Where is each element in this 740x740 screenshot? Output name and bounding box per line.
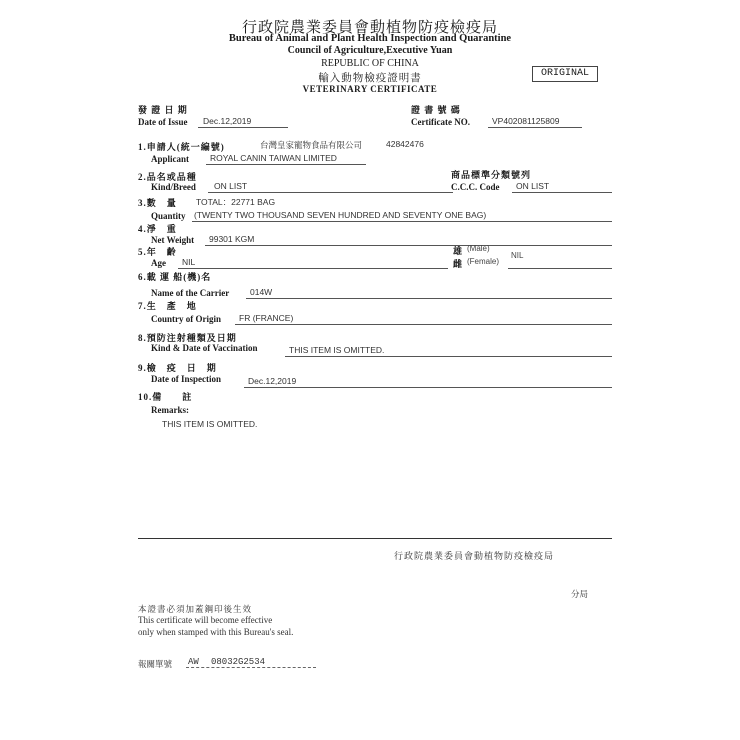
age-value: NIL bbox=[182, 257, 196, 267]
applicant-value: ROYAL CANIN TAIWAN LIMITED bbox=[210, 153, 337, 163]
certificate-chinese-title: 輸入動物檢疫證明書 bbox=[318, 73, 422, 84]
council-name: Council of Agriculture,Executive Yuan bbox=[287, 45, 453, 56]
kind-zh: 2.品名或品種 bbox=[138, 172, 197, 182]
net-weight-label: Net Weight bbox=[151, 235, 195, 245]
quantity-label: Quantity bbox=[151, 211, 186, 221]
vaccination-value: THIS ITEM IS OMITTED. bbox=[289, 345, 385, 355]
date-of-issue-zh: 發 證 日 期 bbox=[138, 105, 188, 115]
net-weight-value: 99301 KGM bbox=[209, 234, 255, 244]
date-of-issue-label: Date of Issue bbox=[138, 117, 188, 127]
declaration-no-label: 報關單號 bbox=[138, 659, 173, 669]
agency-chinese-title: 行政院農業委員會動植物防疫檢疫局 bbox=[241, 20, 498, 36]
date-of-issue-value: Dec.12,2019 bbox=[203, 116, 252, 126]
male-label: (Male) bbox=[467, 244, 490, 253]
original-stamp: ORIGINAL bbox=[532, 66, 598, 82]
origin-zh: 7.生 產 地 bbox=[138, 301, 197, 311]
footer-branch-zh: 分局 bbox=[571, 589, 589, 599]
seal-note-en-1: This certificate will become effective bbox=[138, 615, 273, 625]
inspection-value: Dec.12,2019 bbox=[248, 376, 297, 386]
certificate-no-value: VP402081125809 bbox=[492, 116, 560, 126]
applicant-label: Applicant bbox=[151, 154, 190, 164]
country-name: REPUBLIC OF CHINA bbox=[321, 58, 419, 69]
agency-english-title: Bureau of Animal and Plant Health Inspection and Quarantine bbox=[228, 33, 512, 44]
ccc-code-label: C.C.C. Code bbox=[451, 182, 500, 192]
ccc-code-zh: 商品標準分類號列 bbox=[451, 170, 532, 180]
sex-value: NIL bbox=[511, 251, 524, 260]
inspection-zh: 9.檢 疫 日 期 bbox=[138, 363, 217, 373]
footer-bureau-zh: 行政院農業委員會動植物防疫檢疫局 bbox=[394, 551, 555, 561]
applicant-zh: 1.申請人(統一編號) bbox=[138, 142, 225, 152]
age-label: Age bbox=[151, 258, 166, 268]
applicant-id: 42842476 bbox=[386, 139, 424, 149]
certificate-no-label: Certificate NO. bbox=[411, 117, 470, 127]
remarks-label: Remarks: bbox=[151, 405, 189, 415]
seal-note-zh: 本證書必須加蓋鋼印後生效 bbox=[138, 604, 253, 614]
origin-label: Country of Origin bbox=[151, 314, 222, 324]
certificate-english-title: VETERINARY CERTIFICATE bbox=[302, 84, 438, 94]
quantity-zh: 3.數 量 bbox=[138, 198, 177, 208]
applicant-value-zh: 台灣皇家寵物食品有限公司 bbox=[260, 140, 363, 150]
age-zh: 5.年 齡 bbox=[138, 247, 177, 257]
remarks-zh: 10.備 註 bbox=[138, 392, 193, 402]
footer-divider bbox=[138, 538, 612, 539]
carrier-zh: 6.載 運 船(機)名 bbox=[138, 272, 212, 282]
inspection-label: Date of Inspection bbox=[151, 374, 221, 384]
quantity-total: TOTAL：22771 BAG bbox=[196, 197, 276, 207]
declaration-no-prefix: AW bbox=[188, 657, 199, 667]
vaccination-label: Kind & Date of Vaccination bbox=[151, 343, 258, 353]
origin-value: FR (FRANCE) bbox=[239, 313, 294, 323]
carrier-value: 014W bbox=[250, 287, 273, 297]
ccc-code-value: ON LIST bbox=[516, 181, 550, 191]
remarks-value: THIS ITEM IS OMITTED. bbox=[162, 419, 258, 429]
female-zh: 雌 bbox=[453, 259, 464, 269]
certificate-no-zh: 證 書 號 碼 bbox=[411, 105, 461, 115]
carrier-label: Name of the Carrier bbox=[151, 288, 230, 298]
quantity-value: (TWENTY TWO THOUSAND SEVEN HUNDRED AND SEVENTY ONE BAG) bbox=[194, 210, 487, 220]
net-weight-zh: 4.淨 重 bbox=[138, 224, 177, 234]
female-label: (Female) bbox=[467, 257, 500, 266]
kind-label: Kind/Breed bbox=[151, 182, 196, 192]
kind-value: ON LIST bbox=[214, 181, 248, 191]
vaccination-zh: 8.預防注射種類及日期 bbox=[138, 333, 237, 343]
seal-note-en-2: only when stamped with this Bureau's seal. bbox=[138, 627, 294, 637]
declaration-no-value: 08032G2534 bbox=[211, 657, 266, 667]
male-zh: 雄 bbox=[453, 246, 464, 256]
